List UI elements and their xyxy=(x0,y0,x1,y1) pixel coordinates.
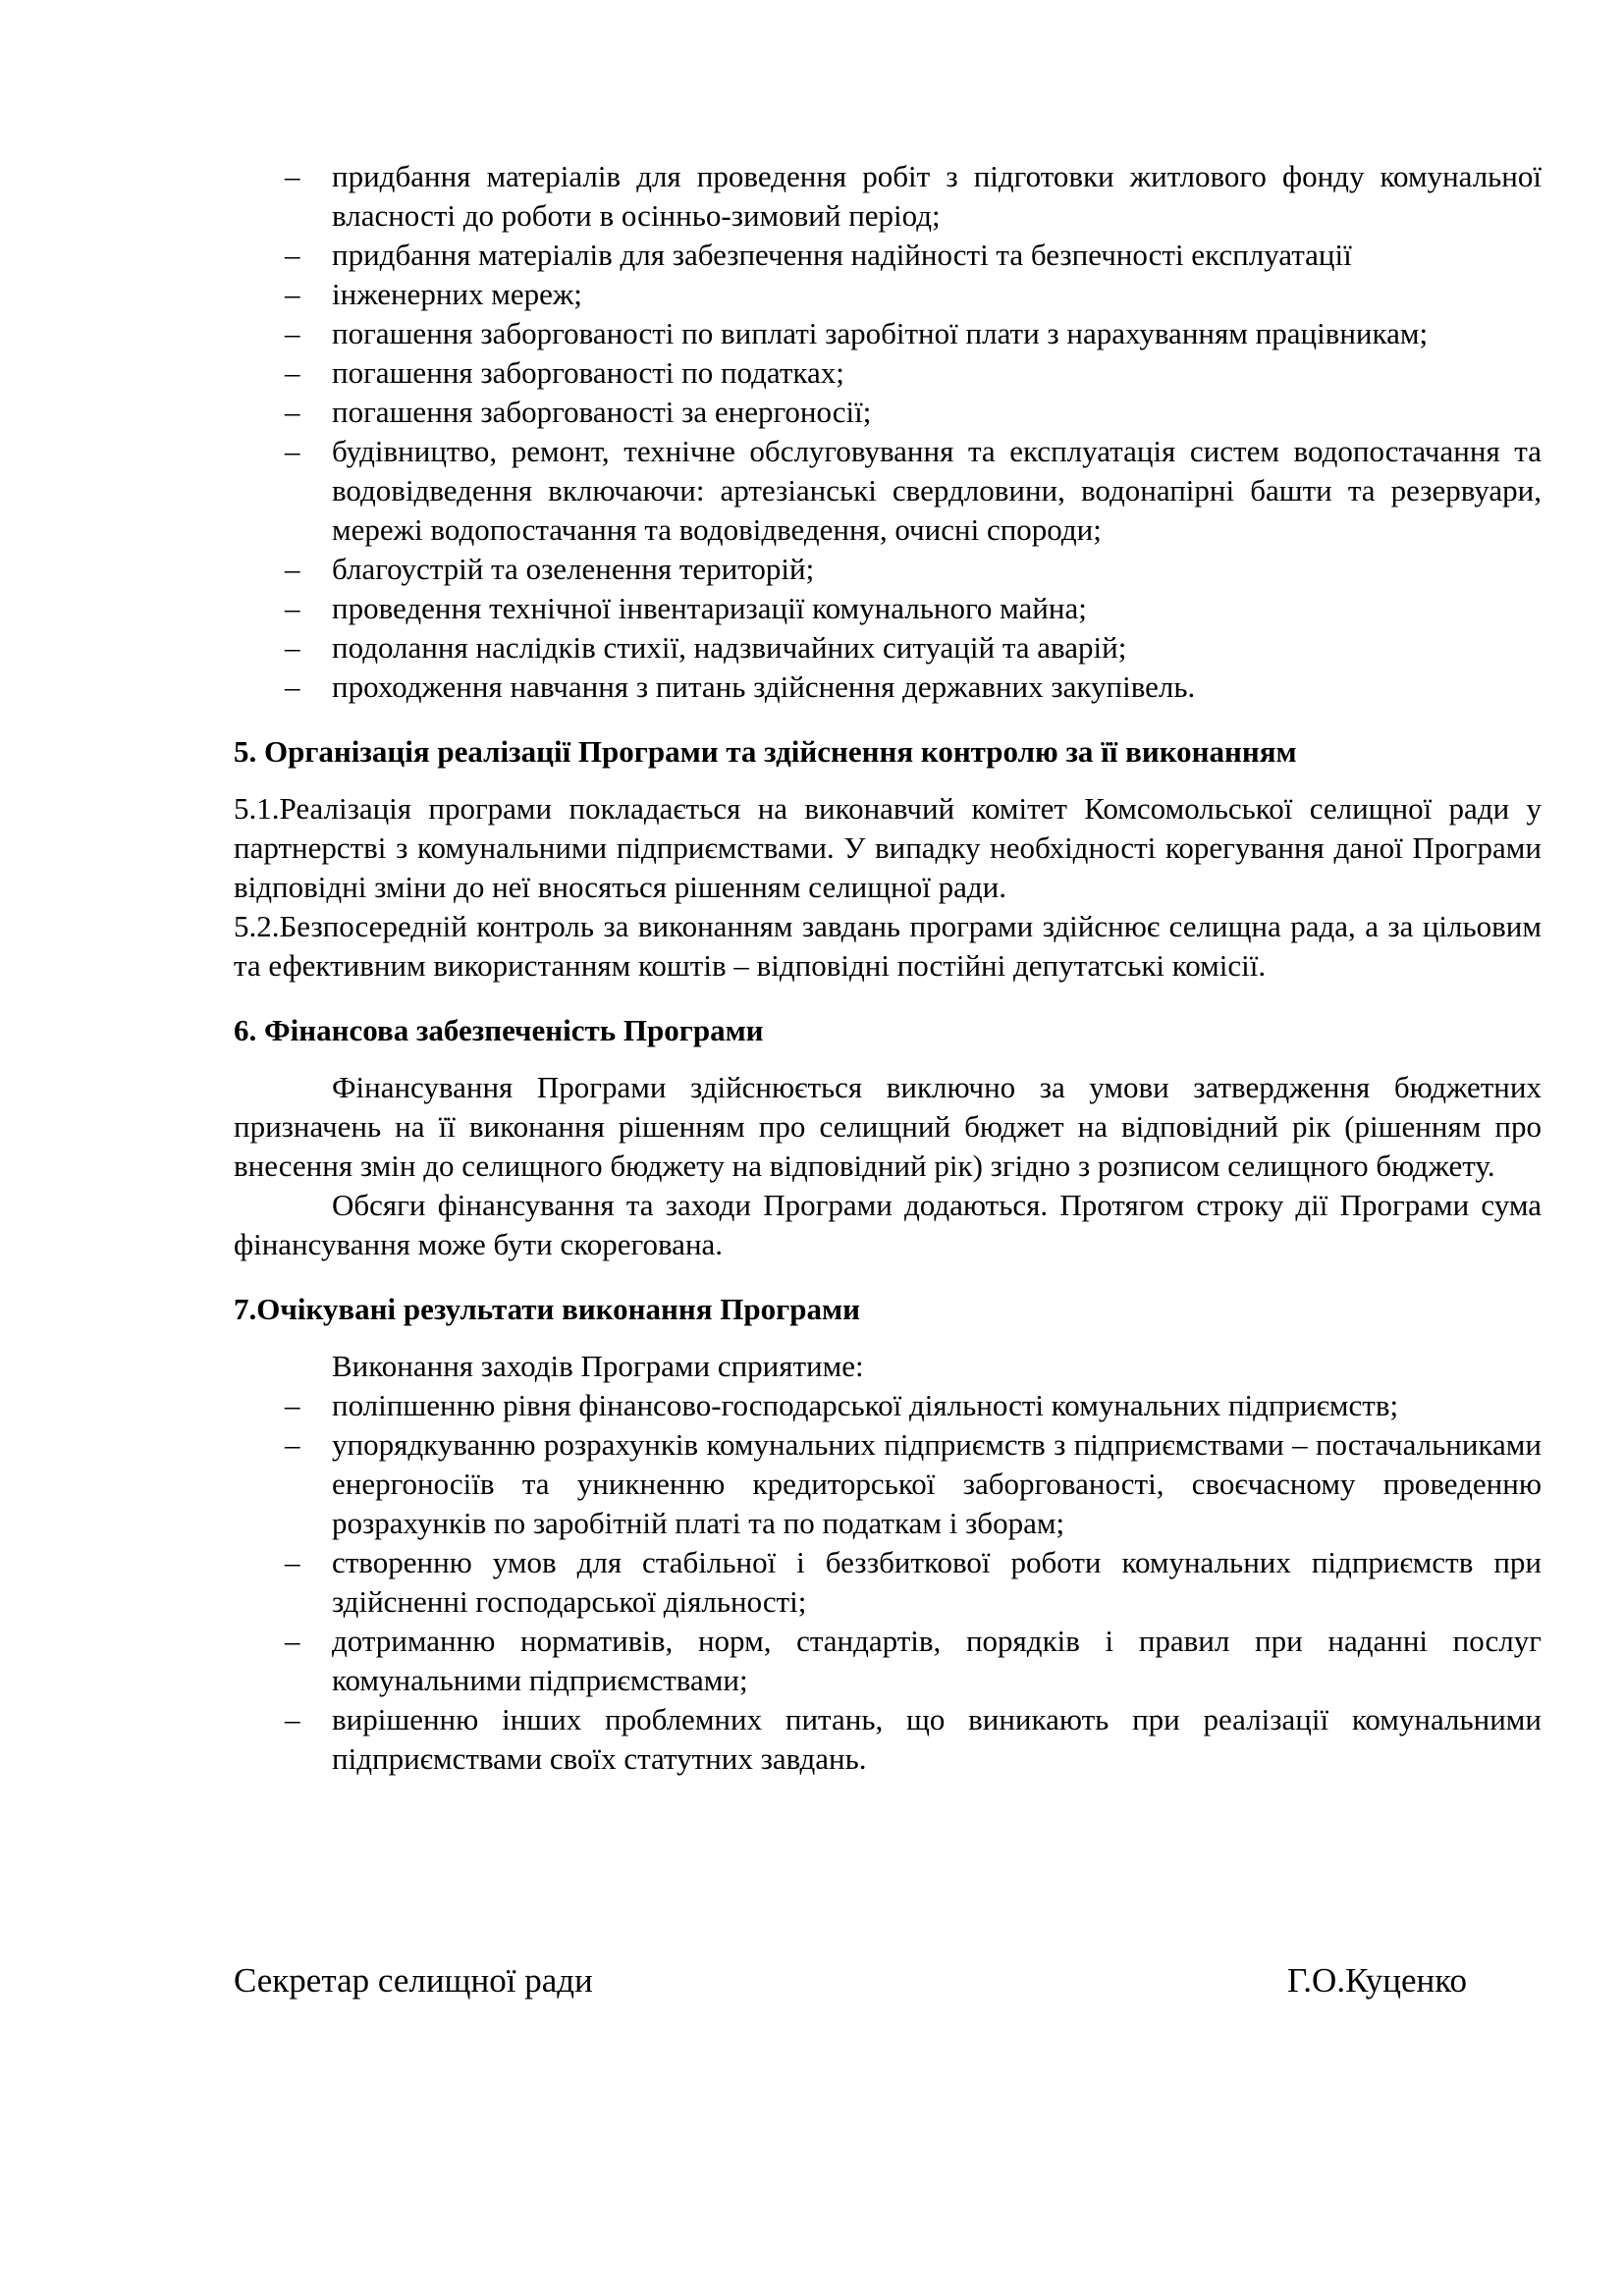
list-item: – подолання наслідків стихії, надзвичайних ситуацій та аварій; xyxy=(234,628,1542,667)
list-item: – погашення заборгованості по виплаті заробітної плати з нарахуванням працівникам; xyxy=(234,314,1542,353)
list-item: – інженерних мереж; xyxy=(234,275,1542,314)
list-item: – створенню умов для стабільної і беззбиткової роботи комунальних підприємств при здійсненні господарської діяльності; xyxy=(285,1545,1542,1619)
dash-marker: – xyxy=(285,159,300,193)
signature-block xyxy=(234,1959,1467,2002)
dash-marker: – xyxy=(285,591,300,625)
list-item: – проведення технічної інвентаризації комунального майна; xyxy=(234,589,1542,628)
dash-marker: – xyxy=(285,1624,300,1658)
dash-marker: – xyxy=(285,1427,300,1462)
signature-name: Г.О.Куценко xyxy=(1287,1961,1467,2000)
dash-marker: – xyxy=(285,552,300,586)
document-page xyxy=(234,157,1542,1779)
list-item: – поліпшенню рівня фінансово-господарської діяльності комунальних підприємств; xyxy=(234,1386,1542,1425)
dash-marker: – xyxy=(285,277,300,311)
dash-marker: – xyxy=(285,630,300,665)
activities-list xyxy=(234,157,1542,707)
list-item: – погашення заборгованості за енергоносії; xyxy=(234,393,1542,432)
list-item: – благоустрій та озеленення територій; xyxy=(234,550,1542,589)
section-6-paragraph-2: Обсяги фінансування та заходи Програми додаються. Протягом строку дії Програми сума фінансування може бути скорегована. xyxy=(234,1188,1542,1261)
results-list xyxy=(234,1386,1542,1779)
section-6-paragraph-1: Фінансування Програми здійснюється виключно за умови затвердження бюджетних призначень на її виконання рішенням про селищний бюджет на відповідний рік (рішенням про внесення змін до селищного бюджету на відповідний рік) згідно з розписом селищного бюджету. xyxy=(234,1070,1542,1183)
dash-marker: – xyxy=(285,1702,300,1736)
list-item: – будівництво, ремонт, технічне обслуговування та експлуатація систем водопостачання та водовідведення включаючи: артезіанські свердловини, водонапірні башти та резервуари, мережі водопостачання та водовідведення, очисні спороди; xyxy=(285,434,1542,547)
list-item: – проходження навчання з питань здійснення державних закупівель. xyxy=(234,667,1542,707)
section-7-intro: Виконання заходів Програми сприятиме: xyxy=(332,1349,864,1383)
dash-marker: – xyxy=(285,316,300,350)
dash-marker: – xyxy=(285,1388,300,1422)
signature-position: Секретар селищної ради xyxy=(234,1961,593,2000)
list-item: – погашення заборгованості по податках; xyxy=(234,353,1542,393)
dash-marker: – xyxy=(285,355,300,390)
list-item: – вирішенню інших проблемних питань, що виникають при реалізації комунальними підприємствами своїх статутних завдань. xyxy=(285,1702,1542,1776)
dash-marker: – xyxy=(285,395,300,429)
dash-marker: – xyxy=(285,238,300,272)
section-7-heading: 7.Очікувані результати виконання Програми xyxy=(234,1292,860,1326)
list-item: – придбання матеріалів для забезпечення надійності та безпечності експлуатації xyxy=(234,236,1542,275)
list-item: – придбання матеріалів для проведення робіт з підготовки житлового фонду комунальної власності до роботи в осінньо-зимовий період; xyxy=(285,159,1542,233)
section-5-heading: 5. Організація реалізації Програми та здійснення контролю за її виконанням xyxy=(234,734,1297,769)
section-5-paragraph-1: 5.1.Реалізація програми покладається на виконавчий комітет Комсомольської селищної ради у партнерстві з комунальними підприємствами. У випадку необхідності корегування даної Програми відповідні зміни до неї вносяться рішенням селищної ради. xyxy=(234,791,1542,904)
dash-marker: – xyxy=(285,669,300,704)
section-5-paragraph-2: 5.2.Безпосередній контроль за виконанням завдань програми здійснює селищна рада, а за цільовим та ефективним використанням коштів – відповідні постійні депутатські комісії. xyxy=(234,909,1542,983)
list-item: – упорядкуванню розрахунків комунальних підприємств з підприємствами – постачальниками енергоносіїв та уникненню кредиторської заборгованості, своєчасному проведенню розрахунків по заробітній платі та по податкам і зборам; xyxy=(285,1427,1542,1540)
dash-marker: – xyxy=(285,1545,300,1579)
section-6-heading: 6. Фінансова забезпеченість Програми xyxy=(234,1013,764,1047)
list-item: – дотриманню нормативів, норм, стандартів, порядків і правил при наданні послуг комунальними підприємствами; xyxy=(285,1624,1542,1697)
dash-marker: – xyxy=(285,434,300,468)
